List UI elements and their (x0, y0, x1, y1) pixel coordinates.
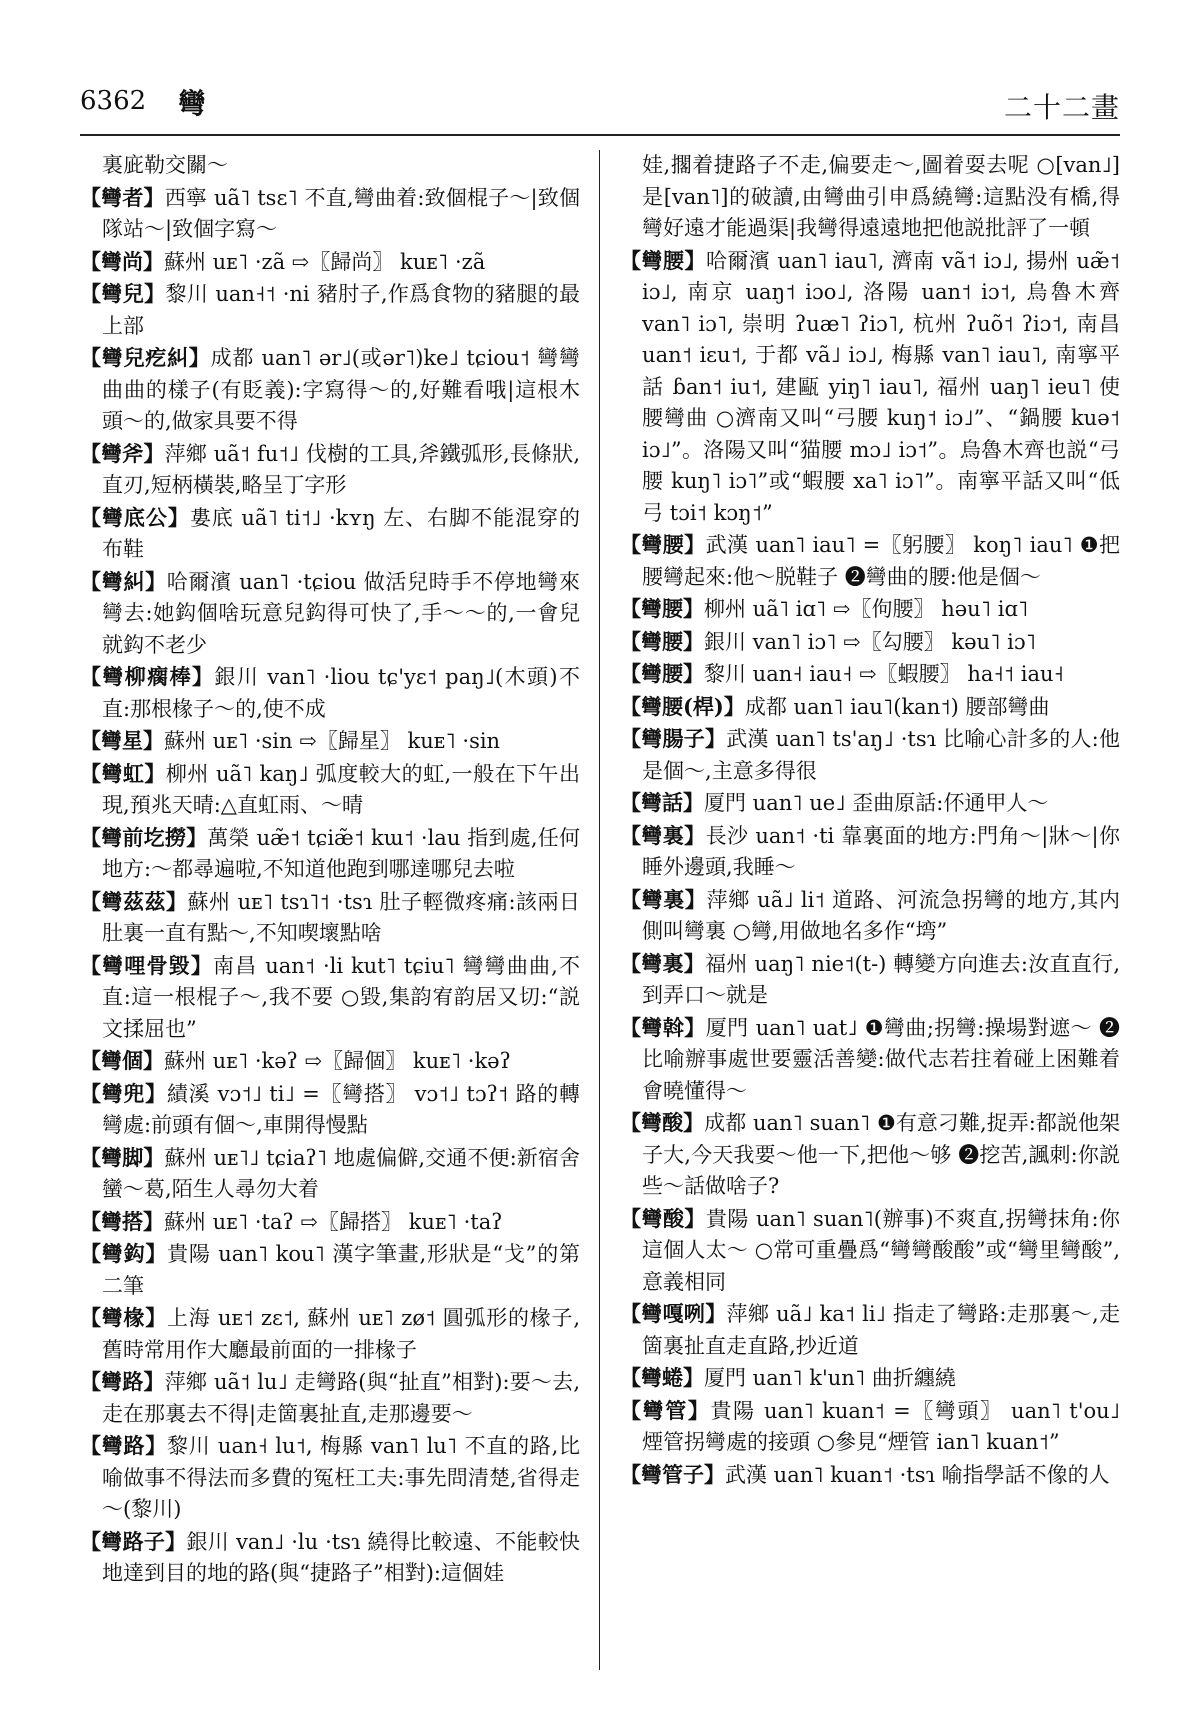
dictionary-entry (80, 661, 580, 725)
entry-headword: 【彎腸子】 (620, 726, 727, 751)
entry-text: 哈爾濱 uan˥ ·tɕiou 做活兒時手不停地彎來彎去:她鈎個啥玩意兒鈎得可快了,手～～的,一會兒就鈎不老少 (102, 569, 580, 657)
dictionary-entry (620, 948, 1120, 1012)
entry-text: 武漢 uan˥ ts'aŋ˩ ·tsɿ 比喻心計多的人:他是個～,主意多得很 (642, 727, 1120, 783)
dictionary-entry (620, 658, 1120, 691)
entry-text: 銀川 van˥ iɔ˥ ⇨〖勾腰〗 kəu˥ iɔ˥ (704, 629, 1036, 654)
entry-text: 銀川 van˥ ·liou tɕ'yɛ˦ paŋ˩(木頭)不直:那根椽子～的,使不成 (102, 665, 580, 721)
entry-text: 萍鄉 uã˦ lu˩ 走彎路(與“扯直”相對):要～去,走在那裏去不得|走箇裏扯直,走那邊要～ (102, 1370, 580, 1426)
dictionary-entry (80, 822, 580, 886)
entry-headword: 【彎話】 (620, 790, 704, 815)
entry-text: 蘇州 uᴇ˥ ·zã ⇨〖歸尚〗 kuᴇ˥ ·zã (164, 249, 486, 274)
entry-text: 長沙 uan˦ ·ti 靠裏面的地方:門角～|牀～|你睡外邊頭,我睡～ (642, 823, 1120, 879)
entry-text: 厦門 uan˥ k'un˥ 曲折纏繞 (704, 1366, 956, 1390)
entry-text: 萍鄉 uã˩ ka˦ li˩ 指走了彎路:走那裏～,走箇裏扯直走直路,抄近道 (642, 1302, 1121, 1358)
entry-headword: 【彎椽】 (80, 1305, 168, 1330)
entry-headword: 【彎底公】 (80, 504, 190, 530)
entry-text: 黎川 uan˧ iau˧ ⇨〖蝦腰〗 ha˧˦ iau˧ (704, 662, 1064, 686)
dictionary-entry (620, 1362, 1120, 1395)
stroke-count-label: 二十二畫 (1003, 91, 1120, 124)
entry-text: 婁底 uã˥ ti˦˩ ·kʏŋ 左、右脚不能混穿的布鞋 (102, 505, 581, 561)
entry-headword: 【彎鈎】 (80, 1241, 168, 1266)
entry-text: 萬榮 uæ̃˦ tɕiæ̃˦ kɯ˦ ·lau 指到處,任何地方:～都尋遍啦,不知道他跑到哪達哪兒去啦 (102, 825, 580, 881)
left-column (80, 150, 580, 1590)
entry-text: 福州 uaŋ˥ nie˦(t-) 轉變方向進去:汝直直行,到弄口～就是 (642, 951, 1121, 1007)
entry-headword: 【彎茲茲】 (80, 888, 188, 914)
dictionary-entry (80, 1238, 580, 1302)
dictionary-entry (620, 787, 1120, 820)
entry-text: 貴陽 uan˥ kou˥ 漢字筆畫,形狀是“戈”的第二筆 (102, 1242, 580, 1298)
entry-headword: 【彎腰(桿)】 (620, 693, 745, 719)
entry-text: 武漢 uan˥ kuan˦ ·tsɿ 喻指學話不像的人 (725, 1462, 1110, 1487)
dictionary-entry (620, 1459, 1120, 1492)
dictionary-entry (80, 1302, 580, 1366)
dictionary-entry (620, 245, 1120, 530)
entry-text: 武漢 uan˥ iau˥ =〖躬腰〗 koŋ˥ iau˥ ❶把腰彎起來:他～脱鞋子 ❷彎曲的腰:他是個～ (642, 533, 1121, 589)
entry-text: 厦門 uan˥ ue˩ 歪曲原話:伓通甲人～ (704, 791, 1049, 815)
entry-text: 柳州 uã˥ iɑ˥ ⇨〖佝腰〗 həu˥ iɑ˥ (704, 597, 1029, 621)
entry-text: 黎川 uan˧ lu˦, 梅縣 van˥ lu˥ 不直的路,比喻做事不得法而多費的冤枉工夫:事先問清楚,省得走～(黎川) (102, 1434, 581, 1521)
entry-headword: 【彎管】 (620, 1397, 711, 1423)
entry-headword: 【彎裏】 (620, 822, 706, 848)
entry-headword: 【彎兒疙糾】 (80, 345, 211, 370)
entry-headword: 【彎尚】 (80, 248, 164, 274)
entry-text: 蘇州 uᴇ˥˩ tɕiaʔ˥ 地處偏僻,交通不便:新宿舍蠻～葛,陌生人尋勿大着 (102, 1145, 581, 1201)
entry-text: 蘇州 uᴇ˥ tsɿ˥˦ ·tsɿ 肚子輕微疼痛:該兩日肚裏一直有點～,不知喫壞點啥 (102, 889, 581, 945)
dictionary-entry (80, 278, 580, 342)
dictionary-entry (80, 725, 580, 758)
dictionary-entry (80, 438, 580, 502)
entry-text: 貴陽 uan˥ suan˥(辦事)不爽直,拐彎抹角:你這個人太～ ○常可重疊爲“彎彎酸酸”或“彎里彎酸”,意義相同 (642, 1206, 1120, 1294)
entry-text: 貴陽 uan˥ kuan˦ =〖彎頭〗 uan˥ t'ou˩ 煙管拐彎處的接頭 ○參見“煙管 ian˥ kuan˦” (642, 1398, 1121, 1454)
entry-text: 哈爾濱 uan˥ iau˥, 濟南 vã˦ iɔ˩, 揚州 uæ̃˦ iɔ˩, 南京 uaŋ˦ iɔo˩, 洛陽 uan˦ iɔ˦, 烏魯木齊 van˥ iɔ˥, 崇明 ʔuæ˥ ʔiɔ˥, 杭州 ʔuõ˦ ʔiɔ˦, 南昌 uan˦ iɛu˦, 于都 vã˩ iɔ˩, 梅縣 van˥ iau˥, 南寧平話 ɓan˦ iu˦, 建甌 yiŋ˥ iau˥, 福州 uaŋ˥ ieu˥ 使腰彎曲 ○濟南又叫“弓腰 kuŋ˦ iɔ˩”、“鍋腰 kuə˦ iɔ˩”。洛陽又叫“猫腰 mɔ˩ iɔ˦”。烏魯木齊也説“弓腰 kuŋ˥ iɔ˥”或“蝦腰 xa˥ iɔ˥”。南寧平話又叫“低弓 tɔi˦ kɔŋ˦” (642, 248, 1120, 525)
page-header (80, 86, 1120, 130)
entry-text: 萍鄉 uã˩ li˦ 道路、河流急拐彎的地方,其内側叫彎裏 ○彎,用做地名多作“塆” (642, 887, 1121, 943)
dictionary-entry (80, 566, 580, 662)
dictionary-entry (80, 1078, 580, 1142)
entry-headword: 【彎虹】 (80, 760, 166, 786)
entry-headword: 【彎斡】 (620, 1014, 706, 1040)
dictionary-entry (620, 593, 1120, 626)
dictionary-entry (80, 502, 580, 566)
dictionary-entry (80, 886, 580, 950)
dictionary-entry (620, 626, 1120, 659)
page-number: 6362 (80, 86, 147, 116)
entry-headword: 【彎酸】 (620, 1110, 705, 1135)
dictionary-entry (80, 950, 580, 1046)
dictionary-entry (620, 1107, 1120, 1203)
dictionary-entry (80, 758, 580, 822)
dictionary-entry (620, 691, 1120, 724)
entry-text: 柳州 uã˥ kaŋ˩ 弧度較大的虹,一般在下午出現,預兆天晴:△直虹雨、～晴 (102, 761, 581, 817)
dictionary-entry (620, 884, 1120, 948)
column-divider (599, 150, 600, 1670)
entry-headword: 【彎酸】 (620, 1205, 706, 1231)
entry-headword: 【彎路子】 (80, 1528, 187, 1554)
entry-text: 黎川 uan˧˦ ·ni 豬肘子,作爲食物的豬腿的最上部 (102, 282, 580, 338)
entry-headword: 【彎腰】 (620, 596, 704, 621)
dictionary-entry (80, 246, 580, 279)
entry-headword: 【彎脚】 (80, 1144, 165, 1170)
dictionary-entry (620, 1203, 1120, 1299)
entry-text: 娃,擱着捷路子不走,偏要走～,圖着耍去呢 ○[van˩]是[van˥]的破讀,由彎曲引申爲繞彎:這點没有橋,得彎好遠才能過渠|我彎得遠遠地把他説批評了一頓 (642, 153, 1120, 240)
entry-headword: 【彎兒】 (80, 281, 166, 306)
entry-headword: 【彎腰】 (620, 661, 704, 686)
entry-headword: 【彎蜷】 (620, 1365, 704, 1390)
entry-text: 蘇州 uᴇ˥ ·sin ⇨〖歸星〗 kuᴇ˥ ·sin (164, 729, 501, 753)
entry-headword: 【彎路】 (80, 1369, 165, 1394)
entry-headword: 【彎裏】 (620, 950, 706, 976)
dictionary-entry (80, 1206, 580, 1239)
entry-text: 成都 uan˥ iau˥(kan˦) 腰部彎曲 (744, 694, 1050, 719)
entry-headword: 【彎斧】 (80, 440, 165, 466)
entry-text: 南昌 uan˦ ·li kut˥ tɕiu˥ 彎彎曲曲,不直:這一根棍子～,我不要 ○毀,集韵宥韵居又切:“説文揉屈也” (102, 953, 581, 1041)
entry-text: 成都 uan˥ suan˥ ❶有意刁難,捉弄:都説他架子大,今天我要～他一下,把他～够 ❷挖苦,諷刺:你説些～話做啥子? (642, 1111, 1121, 1198)
entry-headword: 【彎嘎咧】 (620, 1301, 727, 1326)
dictionary-entry (620, 820, 1120, 884)
entry-headword: 【彎前圪撈】 (80, 824, 208, 850)
entry-headword: 【彎腰】 (620, 628, 704, 654)
entry-headword: 【彎星】 (80, 728, 164, 753)
dictionary-entry (80, 342, 580, 438)
entry-headword: 【彎者】 (80, 184, 165, 210)
entry-headword: 【彎搭】 (80, 1208, 164, 1234)
dictionary-entry (620, 1012, 1120, 1108)
dictionary-entry (80, 1142, 580, 1206)
dictionary-entry (620, 150, 1120, 245)
dictionary-entry (620, 1298, 1120, 1362)
entry-headword: 【彎個】 (80, 1048, 164, 1073)
right-column (620, 150, 1120, 1491)
dictionary-entry (620, 529, 1120, 593)
entry-text: 萍鄉 uã˦ fu˦˩ 伐樹的工具,斧鐵弧形,長條狀,直刃,短柄橫裝,略呈丁字形 (102, 441, 581, 497)
entry-text: 蘇州 uᴇ˥ ·taʔ ⇨〖歸搭〗 kuᴇ˥ ·taʔ (164, 1209, 503, 1234)
dictionary-entry (80, 182, 580, 246)
entry-text: 裏庛勒交關～ (102, 153, 229, 177)
head-character: 彎 (178, 87, 207, 120)
entry-headword: 【彎腰】 (620, 532, 706, 557)
entry-headword: 【彎柳瘸棒】 (80, 664, 215, 689)
entry-text: 西寧 uã˥ tsɛ˥ 不直,彎曲着:致個棍子～|致個隊站～|致個字寫～ (102, 185, 580, 241)
entry-headword: 【彎裏】 (620, 886, 707, 912)
entry-text: 厦門 uan˥ uat˩ ❶彎曲;拐彎:操場對遮～ ❷比喻辦事處世要靈活善變:做代志若拄着碰上困難着會曉懂得～ (642, 1015, 1121, 1103)
header-rule (80, 134, 1120, 136)
dictionary-entry (620, 723, 1120, 787)
dictionary-entry (80, 1526, 580, 1590)
dictionary-entry (80, 1045, 580, 1078)
entry-headword: 【彎兜】 (80, 1080, 167, 1106)
dictionary-entry (80, 1366, 580, 1430)
entry-headword: 【彎糾】 (80, 568, 167, 594)
entry-headword: 【彎管子】 (620, 1461, 725, 1487)
dictionary-entry (80, 150, 580, 182)
entry-text: 銀川 van˩ ·lu ·tsɿ 繞得比較遠、不能較快地達到目的地的路(與“捷路子”相對):這個娃 (102, 1529, 581, 1585)
entry-text: 蘇州 uᴇ˥ ·kəʔ ⇨〖歸個〗 kuᴇ˥ ·kəʔ (164, 1049, 511, 1073)
entry-text: 成都 uan˥ ər˩(或ər˥)ke˩ tɕiou˦ 彎彎曲曲的樣子(有貶義):字寫得～的,好難看哦|這根木頭～的,做家具要不得 (102, 346, 581, 433)
entry-headword: 【彎路】 (80, 1433, 167, 1458)
dictionary-entry (620, 1395, 1120, 1459)
dictionary-entry (80, 1430, 580, 1526)
entry-text: 上海 uᴇ˦ zɛ˦, 蘇州 uᴇ˥ zø˦ 圓弧形的椽子,舊時常用作大廳最前面的一排椽子 (102, 1306, 580, 1362)
entry-text: 績溪 vɔ˦˩ ti˩ =〖彎搭〗 vɔ˦˩ tɔʔ˦ 路的轉彎處:前頭有個～,車開得慢點 (102, 1081, 580, 1137)
entry-headword: 【彎哩骨毀】 (80, 952, 214, 978)
entry-headword: 【彎腰】 (620, 247, 706, 273)
